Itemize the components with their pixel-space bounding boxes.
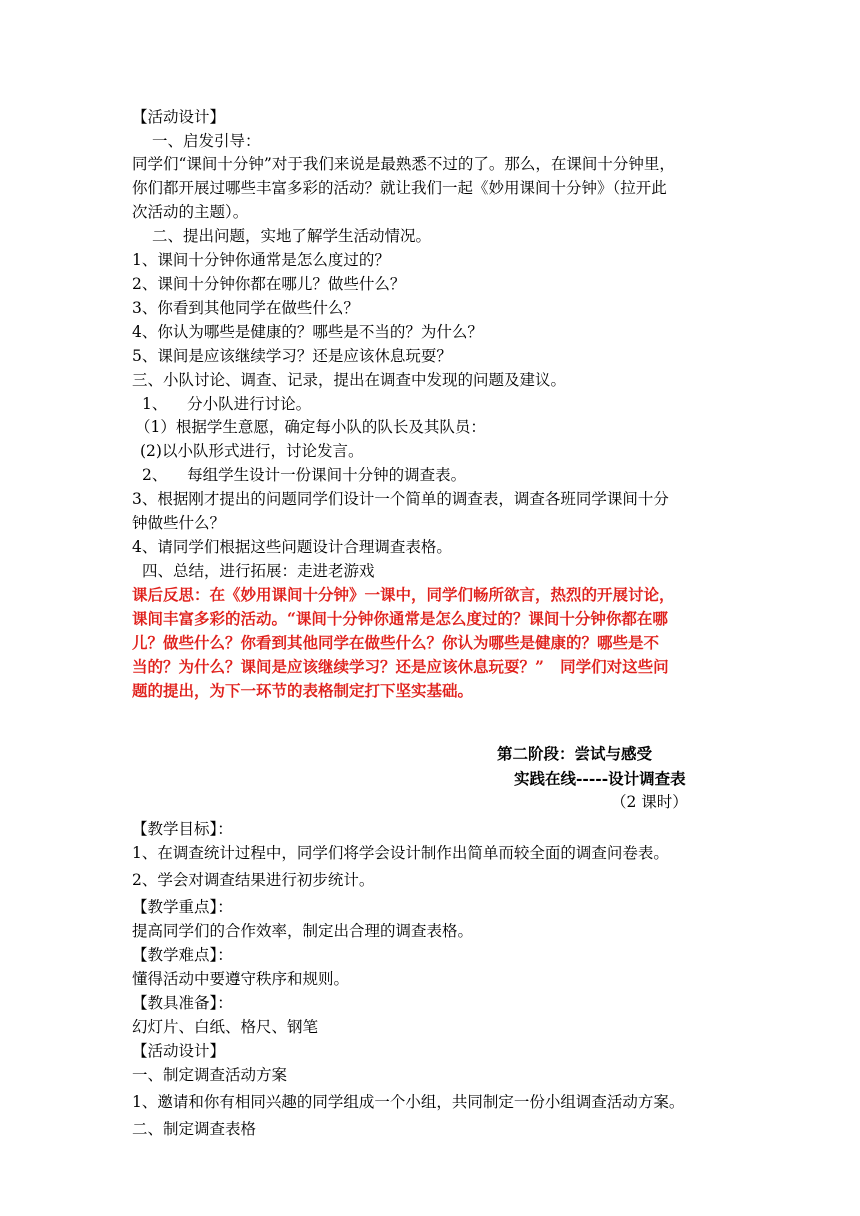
paragraph-line: 1、邀请和你有相同兴趣的同学组成一个小组，共同制定一份小组调查活动方案。 [132,1093,685,1111]
section-heading: 【教具准备】： [132,994,233,1012]
list-item: 4、请同学们根据这些问题设计合理调查表格。 [132,538,452,556]
list-item: 钟做些什么？ [132,514,226,532]
step-heading: 二、制定调查表格 [132,1120,257,1138]
list-item: 3、你看到其他同学在做些什么？ [132,299,359,317]
section-heading: 【教学目标】： [132,820,233,838]
list-item: （1）根据学生意愿，确定每小队的队长及其队员： [135,418,486,436]
step-heading: 一、制定调查活动方案 [132,1066,288,1084]
stage-subtitle: 实践在线-----设计调查表 [514,769,686,788]
section-heading: 【教学重点】： [132,898,233,916]
list-item: 4、你认为哪些是健康的？哪些是不当的？为什么？ [132,323,483,341]
reflection-line: 儿？做些什么？你看到其他同学在做些什么？你认为哪些是健康的？哪些是不 [132,633,660,652]
stage-title: 第二阶段：尝试与感受 [497,744,653,763]
paragraph-line: 2、学会对调查结果进行初步统计。 [132,871,375,889]
paragraph-line: 同学们“课间十分钟”对于我们来说是最熟悉不过的了。那么，在课间十分钟里， [132,155,675,173]
step-heading: 三、小队讨论、调查、记录，提出在调查中发现的问题及建议。 [132,371,567,389]
list-item: (2)以小队形式进行，讨论发言。 [140,442,364,460]
list-item: 1、课间十分钟你通常是怎么度过的？ [132,251,390,269]
section-heading: 【活动设计】 [132,1042,226,1060]
stage-duration: （2 课时） [611,793,688,811]
paragraph-line: 提高同学们的合作效率，制定出合理的调查表格。 [132,922,474,940]
reflection-line: 当的？为什么？课间是应该继续学习？还是应该休息玩耍？” 同学们对这些问 [132,657,669,676]
paragraph-line: 幻灯片、白纸、格尺、钢笔 [132,1018,319,1036]
list-item: 5、课间是应该继续学习？还是应该休息玩耍？ [132,347,452,365]
reflection-line: 课后反思：在《妙用课间十分钟》一课中，同学们畅所欲言，热烈的开展讨论， [132,585,675,604]
section-heading: 【教学难点】： [132,946,233,964]
list-item: 1、 分小队进行讨论。 [142,395,312,413]
list-item: 3、根据刚才提出的问题同学们设计一个简单的调查表，调查各班同学课间十分 [132,490,669,508]
step-heading: 一、启发引导： [152,132,261,150]
reflection-line: 题的提出，为下一环节的表格制定打下坚实基础。 [132,681,474,700]
paragraph-line: 次活动的主题）。 [132,203,249,221]
paragraph-line: 1、在调查统计过程中，同学们将学会设计制作出简单而较全面的调查问卷表。 [132,844,669,862]
list-item: 2、 每组学生设计一份课间十分钟的调查表。 [142,466,467,484]
paragraph-line: 你们都开展过哪些丰富多彩的活动？就让我们一起《妙用课间十分钟》（拉开此 [132,179,667,197]
step-heading: 四、总结，进行拓展：走进老游戏 [142,562,375,580]
reflection-line: 课间丰富多彩的活动。“课间十分钟你通常是怎么度过的？课间十分钟你都在哪 [132,609,668,628]
paragraph-line: 懂得活动中要遵守秩序和规则。 [132,970,350,988]
section-heading: 【活动设计】 [132,108,226,126]
step-heading: 二、提出问题，实地了解学生活动情况。 [152,227,432,245]
list-item: 2、课间十分钟你都在哪儿？做些什么？ [132,275,406,293]
